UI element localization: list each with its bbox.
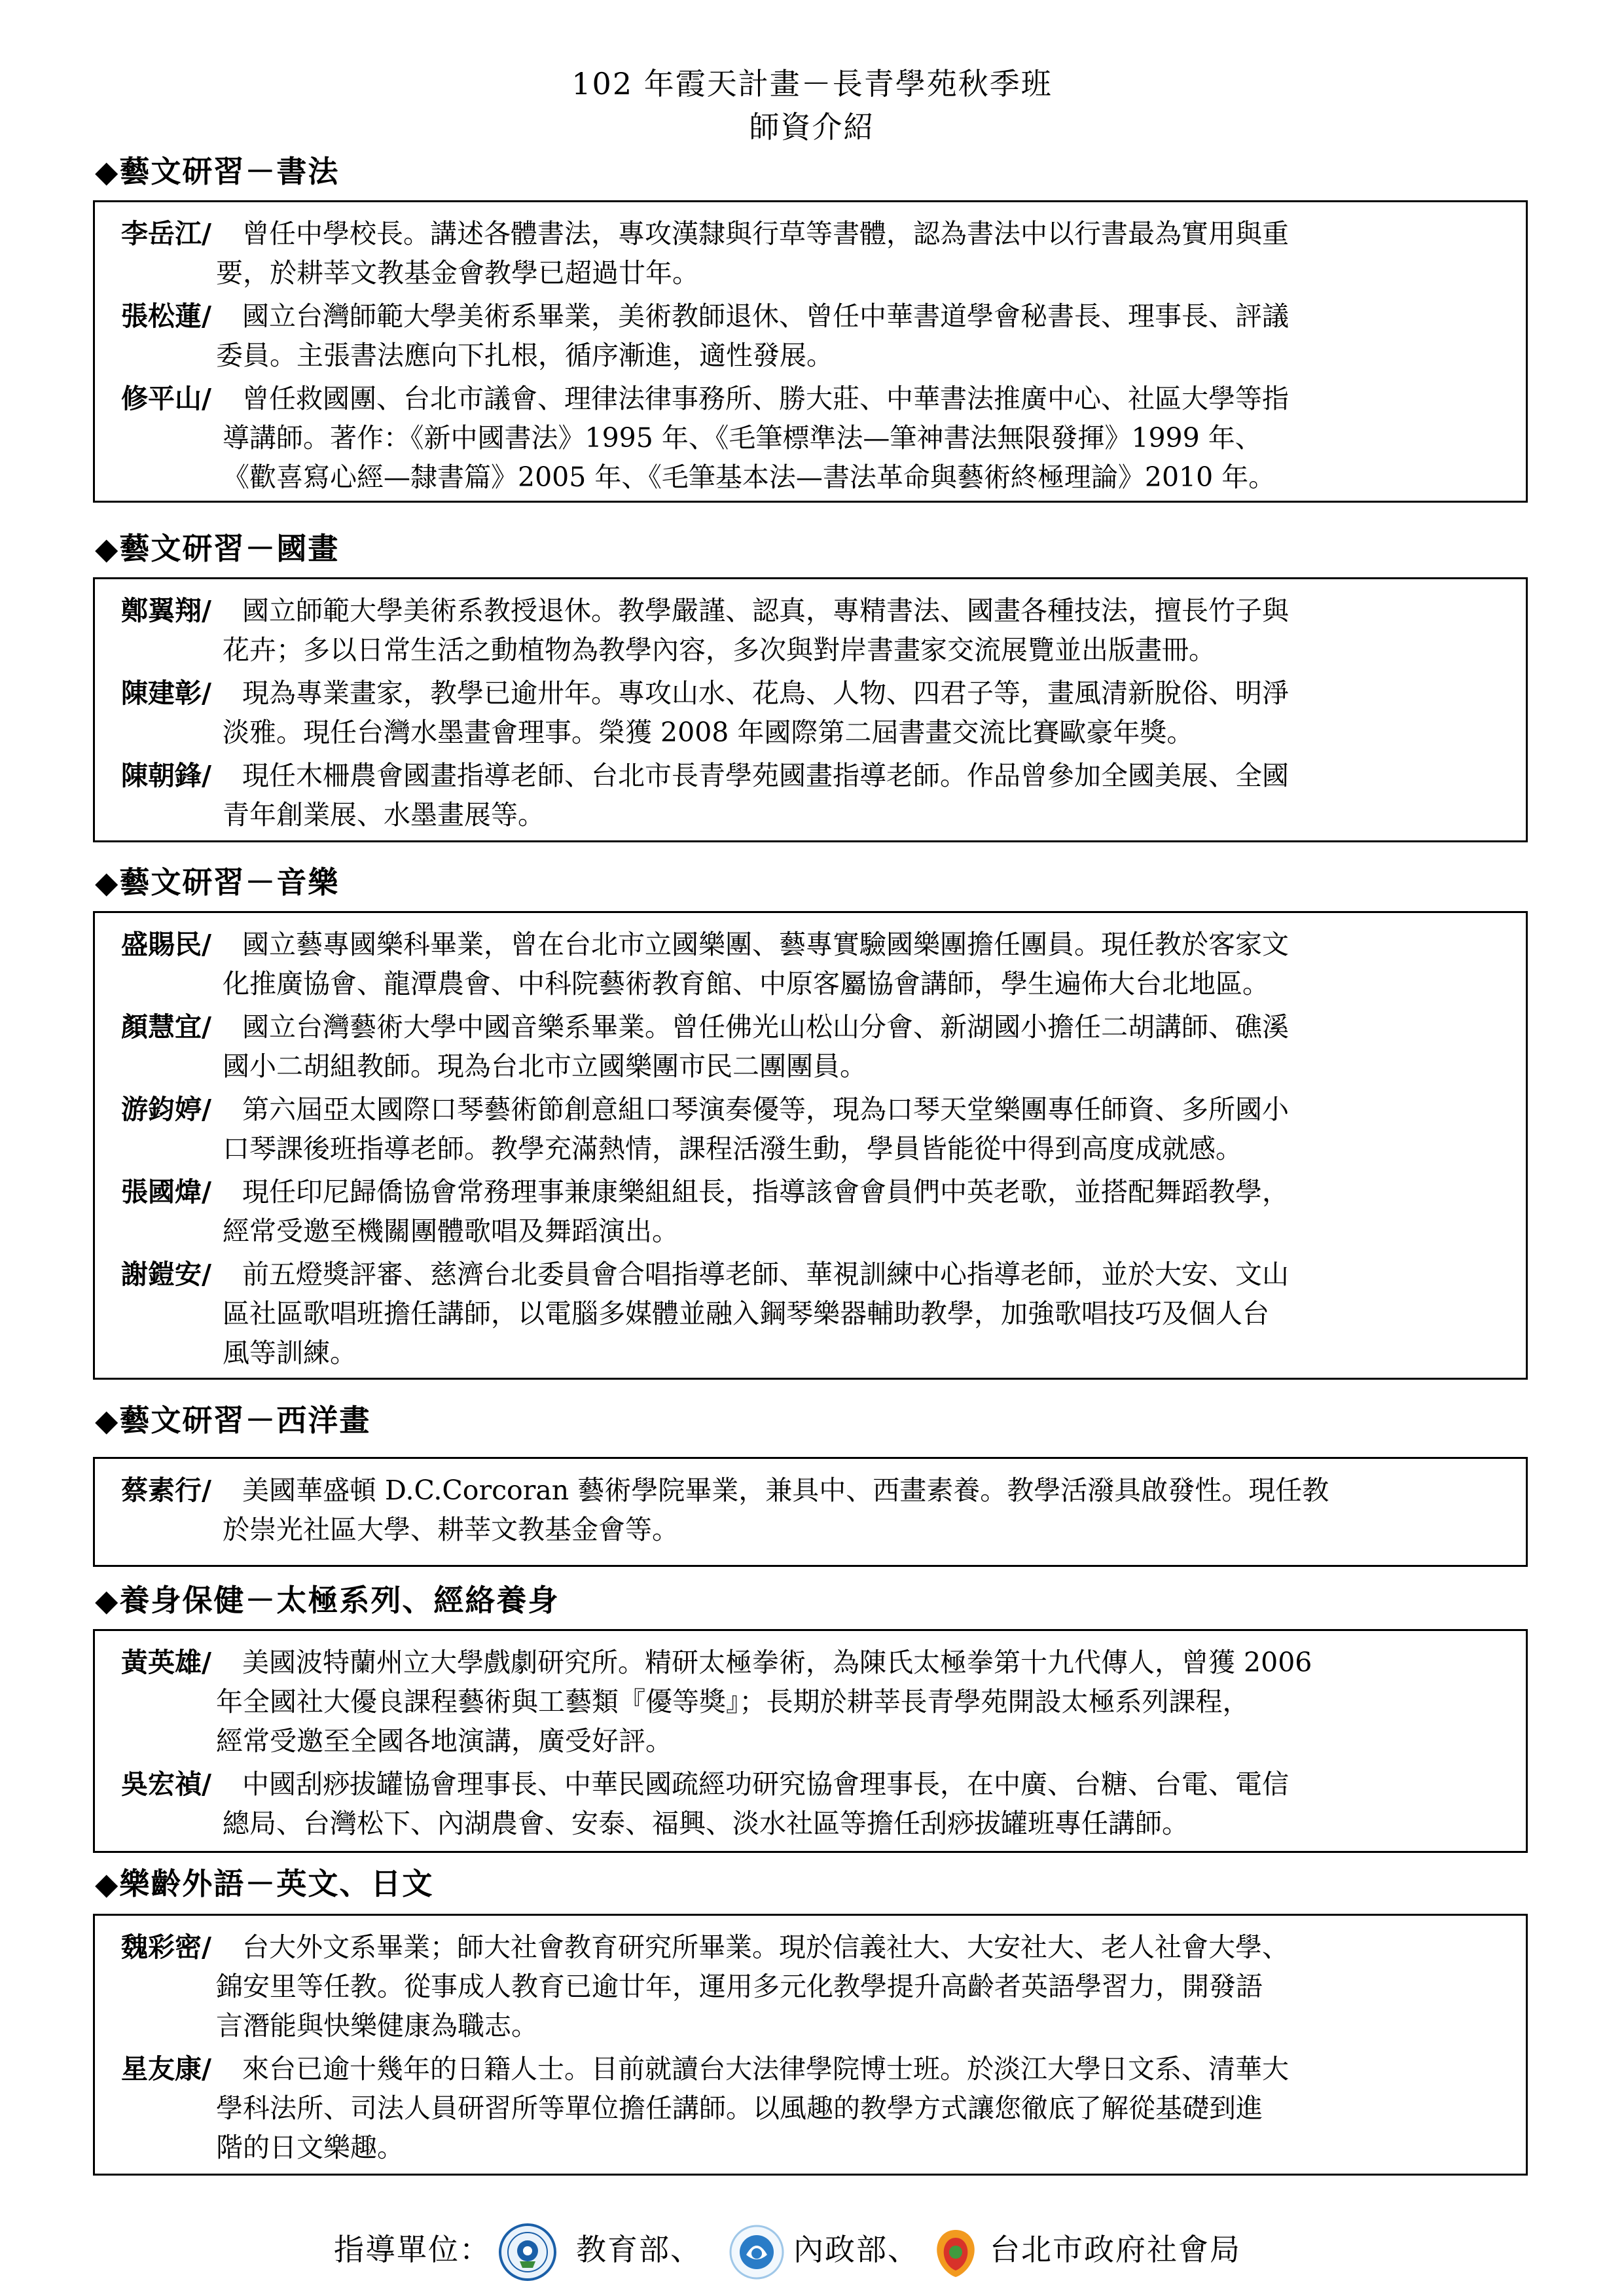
teacher-desc: 現任印尼歸僑協會常務理事兼康樂組組長，指導該會會員們中英老歌，並搭配舞蹈教學， 經常受邀至機關團體歌唱及舞蹈演出。 (223, 1176, 1289, 1247)
page-subtitle: 師資介紹 (749, 109, 875, 145)
teacher-desc: 美國華盛頓 D.C.Corcoran 藝術學院畢業，兼具中、西畫素養。教學活潑具啟發性。現任教 於崇光社區大學、耕莘文教基金會等。 (223, 1475, 1329, 1545)
section-box-western-painting (93, 1457, 1528, 1567)
teacher-entry (95, 1172, 1526, 1251)
section-box-tai-chi (93, 1629, 1528, 1853)
teacher-desc: 前五燈獎評審、慈濟台北委員會合唱指導老師、華視訓練中心指導老師，並於大安、文山 區社區歌唱班擔任講師，以電腦多媒體並融入鋼琴樂器輔助教學，加強歌唱技巧及個人台 風等訓練。 (223, 1259, 1289, 1369)
teacher-name: 黃英雄/ (121, 1647, 211, 1678)
teacher-entry (95, 1928, 1526, 2045)
teacher-name: 星友康/ (121, 2053, 211, 2085)
teacher-desc: 國立藝專國樂科畢業，曾在台北市立國樂團、藝專實驗國樂團擔任團員。現任教於客家文 化推廣協會、龍潭農會、中科院藝術教育館、中原客屬協會講師，學生遍佈大台北地區。 (223, 929, 1289, 999)
teacher-desc: 國立台灣藝術大學中國音樂系畢業。曾任佛光山松山分會、新湖國小擔任二胡講師、礁溪 國小二胡組教師。現為台北市立國樂團市民二團團員。 (223, 1011, 1289, 1082)
teacher-entry (95, 591, 1526, 670)
teacher-name: 蔡素行/ (121, 1475, 211, 1506)
teacher-entry (95, 925, 1526, 1003)
teacher-entry (95, 1090, 1526, 1168)
teacher-entry (95, 756, 1526, 834)
teacher-entry (95, 214, 1526, 293)
section-heading-tai-chi: ◆養身保健－太極系列、經絡養身 (95, 1583, 560, 1618)
section-heading-chinese-painting: ◆藝文研習－國畫 (95, 531, 340, 566)
section-box-languages (93, 1914, 1528, 2176)
ministry-of-interior-logo-icon (727, 2222, 787, 2282)
teacher-desc: 第六屆亞太國際口琴藝術節創意組口琴演奏優等，現為口琴天堂樂團專任師資、多所國小 口琴課後班指導老師。教學充滿熱情，課程活潑生動，學員皆能從中得到高度成就感。 (223, 1094, 1289, 1164)
section-heading-western-painting: ◆藝文研習－西洋畫 (95, 1403, 371, 1438)
teacher-entry (95, 1765, 1526, 1843)
teacher-name: 鄭翼翔/ (121, 595, 211, 626)
page-title: 102 年霞天計畫－長青學苑秋季班 (571, 66, 1053, 101)
footer (0, 2222, 1624, 2281)
section-heading-music: ◆藝文研習－音樂 (95, 865, 340, 900)
teacher-entry (95, 1255, 1526, 1372)
teacher-name: 魏彩密/ (121, 1931, 211, 1963)
footer-org-moi: 內政部、 (793, 2232, 919, 2267)
taipei-social-welfare-logo-icon (929, 2222, 982, 2282)
teacher-name: 盛賜民/ (121, 929, 211, 960)
teacher-name: 顏慧宜/ (121, 1011, 211, 1043)
teacher-name: 吳宏禎/ (121, 1768, 211, 1800)
teacher-name: 游鈞婷/ (121, 1094, 211, 1125)
footer-label: 指導單位： (334, 2232, 491, 2267)
teacher-desc: 曾任中學校長。講述各體書法，專攻漢隸與行草等書體，認為書法中以行書最為實用與重 要，於耕莘文教基金會教學已超過廿年。 (216, 218, 1289, 289)
teacher-desc: 國立台灣師範大學美術系畢業，美術教師退休、曾任中華書道學會秘書長、理事長、評議 委員。主張書法應向下扎根，循序漸進，適性發展。 (216, 300, 1289, 371)
teacher-name: 陳建彰/ (121, 677, 211, 709)
teacher-entry (95, 1471, 1526, 1549)
teacher-desc: 來台已逾十幾年的日籍人士。目前就讀台大法律學院博士班。於淡江大學日文系、清華大 學科法所、司法人員研習所等單位擔任講師。以風趣的教學方式讓您徹底了解從基礎到進 階的日文樂趣。 (216, 2053, 1289, 2163)
teacher-name: 張松蓮/ (121, 300, 211, 332)
ministry-of-education-logo-icon (497, 2222, 558, 2282)
teacher-desc: 中國刮痧拔罐協會理事長、中華民國疏經功研究協會理事長，在中廣、台糖、台電、電信 總局、台灣松下、內湖農會、安泰、福興、淡水社區等擔任刮痧拔罐班專任講師。 (223, 1768, 1289, 1839)
section-heading-calligraphy: ◆藝文研習－書法 (95, 154, 340, 189)
teacher-entry (95, 379, 1526, 497)
teacher-name: 李岳江/ (121, 218, 211, 249)
teacher-entry (95, 296, 1526, 375)
teacher-entry (95, 673, 1526, 752)
teacher-desc: 國立師範大學美術系教授退休。教學嚴謹、認真，專精書法、國畫各種技法，擅長竹子與 花卉；多以日常生活之動植物為教學內容，多次與對岸書畫家交流展覽並出版畫冊。 (223, 595, 1289, 666)
footer-org-taipei: 台北市政府社會局 (990, 2232, 1241, 2267)
section-heading-languages: ◆樂齡外語－英文、日文 (95, 1866, 434, 1901)
teacher-name: 謝鎧安/ (121, 1259, 211, 1290)
footer-org-moe: 教育部、 (576, 2232, 702, 2267)
teacher-name: 陳朝鋒/ (121, 760, 211, 791)
teacher-desc: 現為專業畫家，教學已逾卅年。專攻山水、花鳥、人物、四君子等，畫風清新脫俗、明淨 淡雅。現任台灣水墨畫會理事。榮獲 2008 年國際第二屆書畫交流比賽歐豪年獎。 (223, 677, 1289, 748)
teacher-desc: 台大外文系畢業；師大社會教育研究所畢業。現於信義社大、大安社大、老人社會大學、 錦安里等任教。從事成人教育已逾廿年，運用多元化教學提升高齡者英語學習力，開發語 言潛能與快樂健康為職志。 (216, 1931, 1289, 2041)
teacher-desc: 現任木柵農會國畫指導老師、台北市長青學苑國畫指導老師。作品曾參加全國美展、全國 青年創業展、水墨畫展等。 (223, 760, 1289, 831)
teacher-entry (95, 1007, 1526, 1086)
teacher-desc: 美國波特蘭州立大學戲劇研究所。精研太極拳術，為陳氏太極拳第十九代傳人，曾獲 2006 年全國社大優良課程藝術與工藝類『優等獎』；長期於耕莘長青學苑開設太極系列課程， 經常受邀至全國各地演講，廣受好評。 (216, 1647, 1312, 1757)
teacher-name: 張國煒/ (121, 1176, 211, 1208)
teacher-entry (95, 1643, 1526, 1761)
section-box-music (93, 911, 1528, 1380)
section-box-chinese-painting (93, 577, 1528, 842)
teacher-entry (95, 2049, 1526, 2167)
teacher-name: 修平山/ (121, 383, 211, 414)
section-box-calligraphy (93, 200, 1528, 503)
teacher-desc: 曾任救國團、台北市議會、理律法律事務所、勝大莊、中華書法推廣中心、社區大學等指 導講師。著作：《新中國書法》1995 年、《毛筆標準法—筆神書法無限發揮》1999 年、 《歡喜寫心經—隸書篇》2005 年、《毛筆基本法—書法革命與藝術終極理論》2010 年。 (223, 383, 1289, 493)
